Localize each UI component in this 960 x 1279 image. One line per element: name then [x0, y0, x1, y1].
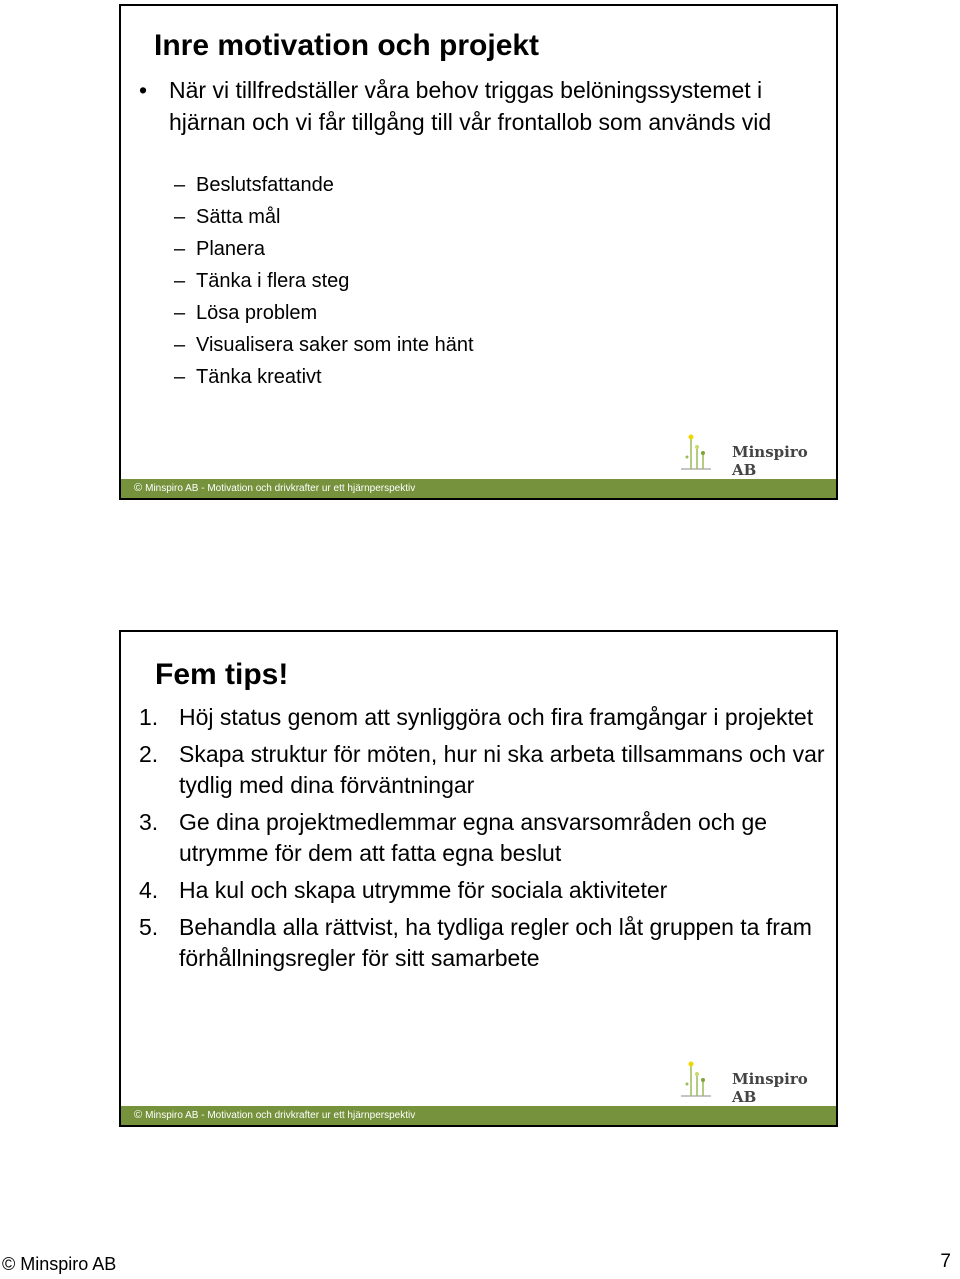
slide-footer — [121, 479, 836, 498]
footer-text: Minspiro AB - Motivation och drivkrafter ur ett hjärnperspektiv — [145, 483, 416, 494]
slide-1 — [119, 4, 838, 500]
plant-logo-icon — [677, 1060, 713, 1098]
tip-text: Skapa struktur för möten, hur ni ska arbeta tillsammans och var tydlig med dina förväntningar — [179, 741, 825, 798]
company-logo — [677, 1060, 827, 1106]
tip-item — [139, 702, 829, 733]
slide-title: Fem tips! — [155, 658, 289, 691]
company-logo — [677, 433, 827, 479]
dash-icon: – — [174, 270, 186, 292]
sub-item: – Tänka i flera steg — [174, 270, 350, 292]
tips-list — [139, 702, 829, 980]
dash-icon: – — [174, 334, 186, 356]
logo-text: Minspiro AB — [732, 443, 808, 479]
tip-item — [139, 807, 829, 869]
tip-number: 5. — [139, 914, 159, 940]
sub-item: – Planera — [174, 238, 265, 260]
dash-icon: – — [174, 238, 186, 260]
tip-number: 2. — [139, 741, 159, 767]
slide-title: Inre motivation och projekt — [154, 29, 540, 62]
plant-logo-icon — [677, 433, 713, 471]
footer-text: Minspiro AB - Motivation och drivkrafter ur ett hjärnperspektiv — [145, 1110, 416, 1121]
sub-item: – Beslutsfattande — [174, 174, 334, 196]
sub-list — [174, 174, 474, 398]
tip-text: Ge dina projektmedlemmar egna ansvarsområden och ge utrymme för dem att fatta egna beslut — [179, 809, 768, 866]
tip-number: 4. — [139, 877, 159, 903]
sub-item: – Visualisera saker som inte hänt — [174, 334, 474, 356]
tip-text: Höj status genom att synliggöra och fira framgångar i projektet — [179, 704, 814, 730]
slide-2 — [119, 630, 838, 1127]
copyright-icon: © — [134, 482, 143, 494]
logo-text: Minspiro AB — [732, 1070, 808, 1106]
dash-icon: – — [174, 302, 186, 324]
page-number: 7 — [940, 1251, 951, 1272]
tip-item — [139, 739, 829, 801]
tip-item — [139, 875, 829, 906]
dash-icon: – — [174, 366, 186, 388]
tip-number: 1. — [139, 704, 159, 730]
tip-item — [139, 912, 829, 974]
dash-icon: – — [174, 206, 186, 228]
bullet-text: När vi tillfredställer våra behov triggas belöningssystemet i hjärnan och vi får tillgång till vår frontallob som används vid — [169, 77, 772, 135]
tip-text: Behandla alla rättvist, ha tydliga regler och låt gruppen ta fram förhållningsregler för sitt samarbete — [179, 914, 812, 971]
page-copyright: © Minspiro AB — [2, 1254, 117, 1274]
sub-item: – Sätta mål — [174, 206, 281, 228]
dash-icon: – — [174, 174, 186, 196]
copyright-icon: © — [134, 1109, 143, 1121]
sub-item: – Tänka kreativt — [174, 366, 322, 388]
tip-text: Ha kul och skapa utrymme för sociala aktiviteter — [179, 877, 668, 903]
sub-item: – Lösa problem — [174, 302, 318, 324]
bullet-icon: • — [139, 77, 148, 103]
bullet-item — [139, 74, 799, 138]
tip-number: 3. — [139, 809, 159, 835]
slide-footer — [121, 1106, 836, 1125]
